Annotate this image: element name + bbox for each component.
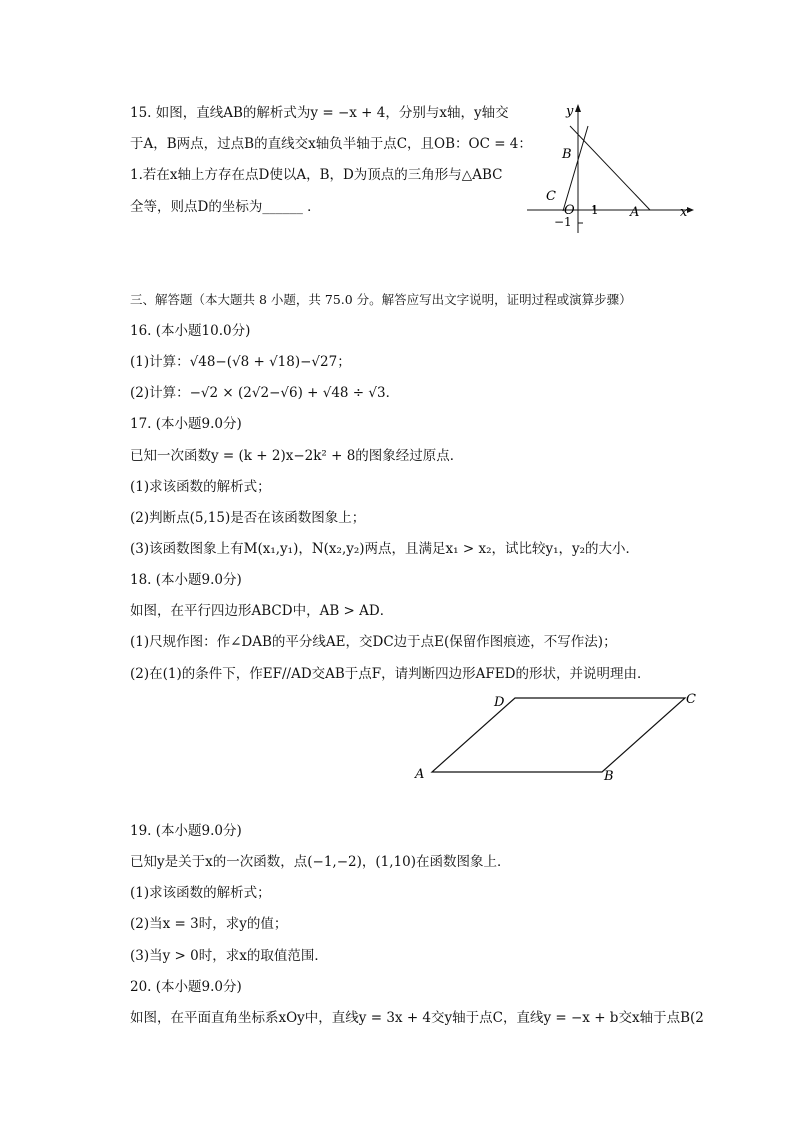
q17-stem: 已知一次函数y = (k + 2)x−2k² + 8的图象经过原点． — [130, 448, 464, 464]
line-bc — [563, 126, 588, 211]
section-heading: 三、解答题（本大题共 8 小题，共 75.0 分。解答应写出文字说明，证明过程或演算步骤） — [130, 292, 632, 307]
q20-stem: 如图，在平面直角坐标系xOy中，直线y = 3x + 4交y轴于点C，直线y = −x + b交x轴于点B(2 — [130, 1010, 704, 1026]
q17-part-2: (2)判断点(5,15)是否在该函数图象上； — [130, 510, 366, 526]
point-b-label: B — [562, 147, 572, 162]
origin-label: O — [564, 203, 575, 218]
y-tick-minus-1-label: −1 — [554, 215, 572, 229]
point-a-label: A — [630, 205, 640, 220]
q18-part-2: (2)在(1)的条件下，作EF//AD交AB于点F，请判断四边形AFED的形状，并说明理由． — [130, 666, 651, 682]
vertex-c-label: C — [686, 692, 696, 707]
vertex-d-label: D — [494, 695, 505, 710]
q19-part-3: (3)当y > 0时，求x的取值范围． — [130, 948, 328, 964]
q19-part-1: (1)求该函数的解析式； — [130, 885, 271, 901]
parallelogram-abcd — [432, 698, 685, 772]
y-axis-label: y — [566, 104, 574, 119]
y-axis-arrow-icon — [575, 104, 581, 112]
q15-line-1: 15. 如图，直线AB的解析式为y = −x + 4，分别与x轴，y轴交 — [130, 105, 509, 121]
x-axis-arrow-icon — [687, 207, 694, 213]
x-tick-1-label: 1 — [591, 203, 599, 217]
q18-part-1: (1)尺规作图：作∠DAB的平分线AE，交DC边于点E(保留作图痕迹，不写作法)； — [130, 634, 617, 650]
vertex-a-label: A — [415, 767, 425, 782]
q16-part-1: (1)计算：√48−(√8 + √18)−√27； — [130, 354, 351, 370]
point-c-label: C — [546, 189, 556, 204]
q19-stem: 已知y是关于x的一次函数，点(−1,−2)，(1,10)在函数图象上． — [130, 854, 511, 870]
q16-part-2: (2)计算：−√2 × (2√2−√6) + √48 ÷ √3． — [130, 385, 400, 401]
q20-heading: 20. (本小题9.0分) — [130, 979, 242, 995]
q17-part-1: (1)求该函数的解析式； — [130, 479, 271, 495]
q19-heading: 19. (本小题9.0分) — [130, 823, 242, 839]
q18-stem: 如图，在平行四边形ABCD中，AB > AD． — [130, 603, 394, 619]
q15-line-2: 于A，B两点，过点B的直线交x轴负半轴于点C，且OB：OC = 4： — [130, 136, 532, 152]
q15-line-3: 1.若在x轴上方存在点D使以A，B，D为顶点的三角形与△ABC — [130, 167, 503, 183]
q17-part-3: (3)该函数图象上有M(x₁,y₁)，N(x₂,y₂)两点，且满足x₁ > x₂，试比较y₁，y₂的大小． — [130, 541, 640, 557]
q15-coordinate-figure — [522, 98, 697, 238]
q17-heading: 17. (本小题9.0分) — [130, 416, 242, 432]
q15-line-4: 全等，则点D的坐标为______ ． — [130, 199, 321, 215]
x-axis-label: x — [680, 205, 688, 220]
q19-part-2: (2)当x = 3时，求y的值； — [130, 916, 288, 932]
q18-parallelogram-figure — [410, 688, 700, 788]
vertex-b-label: B — [604, 769, 614, 784]
q18-heading: 18. (本小题9.0分) — [130, 572, 242, 588]
line-ab — [570, 126, 650, 210]
q16-heading: 16. (本小题10.0分) — [130, 323, 251, 339]
